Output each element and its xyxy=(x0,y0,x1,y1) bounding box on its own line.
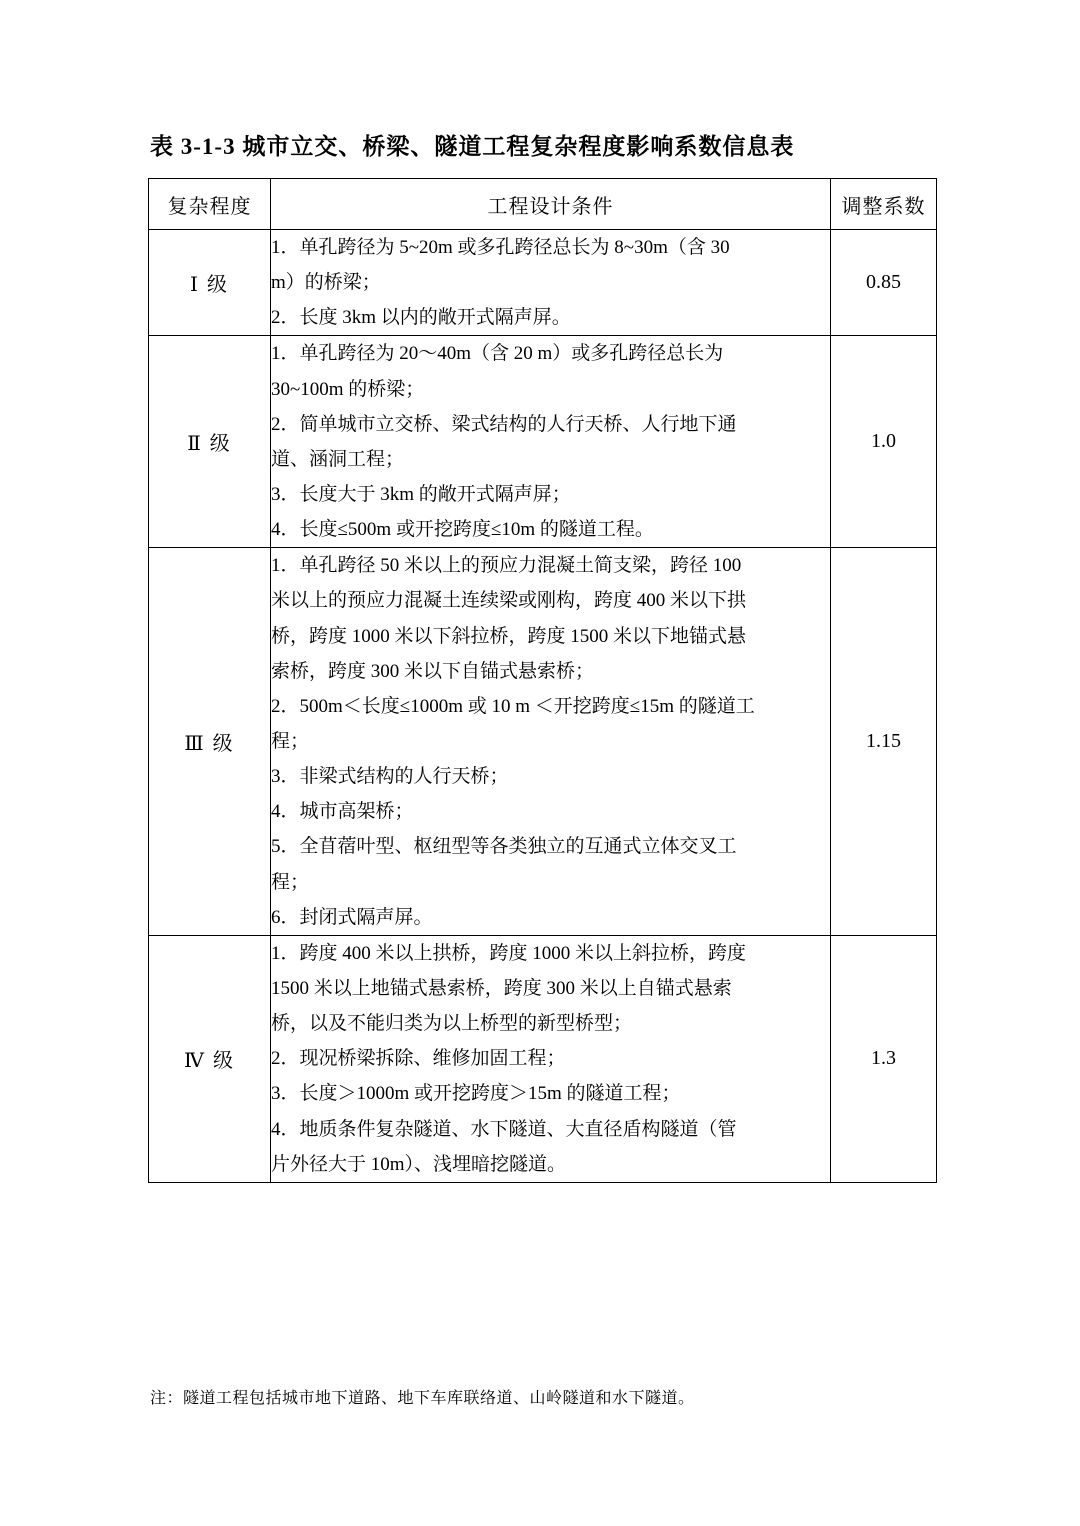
condition-line: 2．500m＜长度≤1000m 或 10 m ＜开挖跨度≤15m 的隧道工 xyxy=(271,695,755,717)
coefficient-value: 1.3 xyxy=(831,935,937,1182)
condition-line: 道、涵洞工程； xyxy=(271,448,405,470)
table-row xyxy=(149,230,937,336)
conditions-cell xyxy=(271,230,831,336)
condition-line: 4．长度≤500m 或开挖跨度≤10m 的隧道工程。 xyxy=(271,519,654,541)
condition-line: 3．长度大于 3km 的敞开式隔声屏； xyxy=(271,483,571,505)
condition-line: 片外径大于 10m）、浅埋暗挖隧道。 xyxy=(271,1153,567,1175)
condition-line: m）的桥梁； xyxy=(271,272,381,294)
table-header-row xyxy=(149,179,937,230)
table-row xyxy=(149,548,937,936)
condition-line: 1．跨度 400 米以上拱桥，跨度 1000 米以上斜拉桥，跨度 xyxy=(271,942,747,964)
conditions-cell xyxy=(271,548,831,936)
condition-line: 索桥，跨度 300 米以下自锚式悬索桥； xyxy=(271,660,595,682)
condition-line: 桥，跨度 1000 米以下斜拉桥，跨度 1500 米以下地锚式悬 xyxy=(271,625,747,647)
level-label: Ⅱ 级 xyxy=(149,336,271,548)
conditions-cell xyxy=(271,935,831,1182)
condition-line: 米以上的预应力混凝土连续梁或刚构，跨度 400 米以下拱 xyxy=(271,590,747,612)
coefficient-value: 0.85 xyxy=(831,230,937,336)
column-header-coefficient: 调整系数 xyxy=(831,179,937,230)
condition-line: 3．长度＞1000m 或开挖跨度＞15m 的隧道工程； xyxy=(271,1083,681,1105)
condition-line: 2．长度 3km 以内的敞开式隔声屏。 xyxy=(271,307,571,329)
condition-line: 1．单孔跨径 50 米以上的预应力混凝土简支梁，跨径 100 xyxy=(271,555,742,577)
condition-line: 4．地质条件复杂隧道、水下隧道、大直径盾构隧道（管 xyxy=(271,1118,737,1140)
condition-line: 4．城市高架桥； xyxy=(271,801,414,823)
coefficient-value: 1.0 xyxy=(831,336,937,548)
level-label: Ⅳ 级 xyxy=(149,935,271,1182)
condition-line: 1．单孔跨径为 5~20m 或多孔跨径总长为 8~30m（含 30 xyxy=(271,237,730,258)
column-header-complexity: 复杂程度 xyxy=(149,179,271,230)
conditions-cell xyxy=(271,336,831,548)
table-row xyxy=(149,935,937,1182)
condition-line: 2．简单城市立交桥、梁式结构的人行天桥、人行地下通 xyxy=(271,413,737,435)
table-footnote: 注：隧道工程包括城市地下道路、地下车库联络道、山岭隧道和水下隧道。 xyxy=(150,1390,695,1407)
level-label: Ⅰ 级 xyxy=(149,230,271,336)
complexity-coefficient-table xyxy=(148,178,937,1183)
condition-line: 30~100m 的桥梁； xyxy=(271,378,425,400)
page-title: 表 3-1-3 城市立交、桥梁、隧道工程复杂程度影响系数信息表 xyxy=(150,134,795,159)
condition-line: 6．封闭式隔声屏。 xyxy=(271,906,433,928)
level-label: Ⅲ 级 xyxy=(149,548,271,936)
coefficient-value: 1.15 xyxy=(831,548,937,936)
condition-line: 2．现况桥梁拆除、维修加固工程； xyxy=(271,1048,566,1070)
condition-line: 桥，以及不能归类为以上桥型的新型桥型； xyxy=(271,1013,633,1035)
condition-line: 程； xyxy=(271,730,310,752)
condition-line: 1．单孔跨径为 20～40m（含 20 m）或多孔跨径总长为 xyxy=(271,343,724,365)
table-row xyxy=(149,336,937,548)
condition-line: 5．全苜蓿叶型、枢纽型等各类独立的互通式立体交叉工 xyxy=(271,836,737,858)
condition-line: 1500 米以上地锚式悬索桥，跨度 300 米以上自锚式悬索 xyxy=(271,977,732,999)
condition-line: 程； xyxy=(271,871,310,893)
column-header-conditions: 工程设计条件 xyxy=(271,179,831,230)
condition-line: 3．非梁式结构的人行天桥； xyxy=(271,766,509,788)
